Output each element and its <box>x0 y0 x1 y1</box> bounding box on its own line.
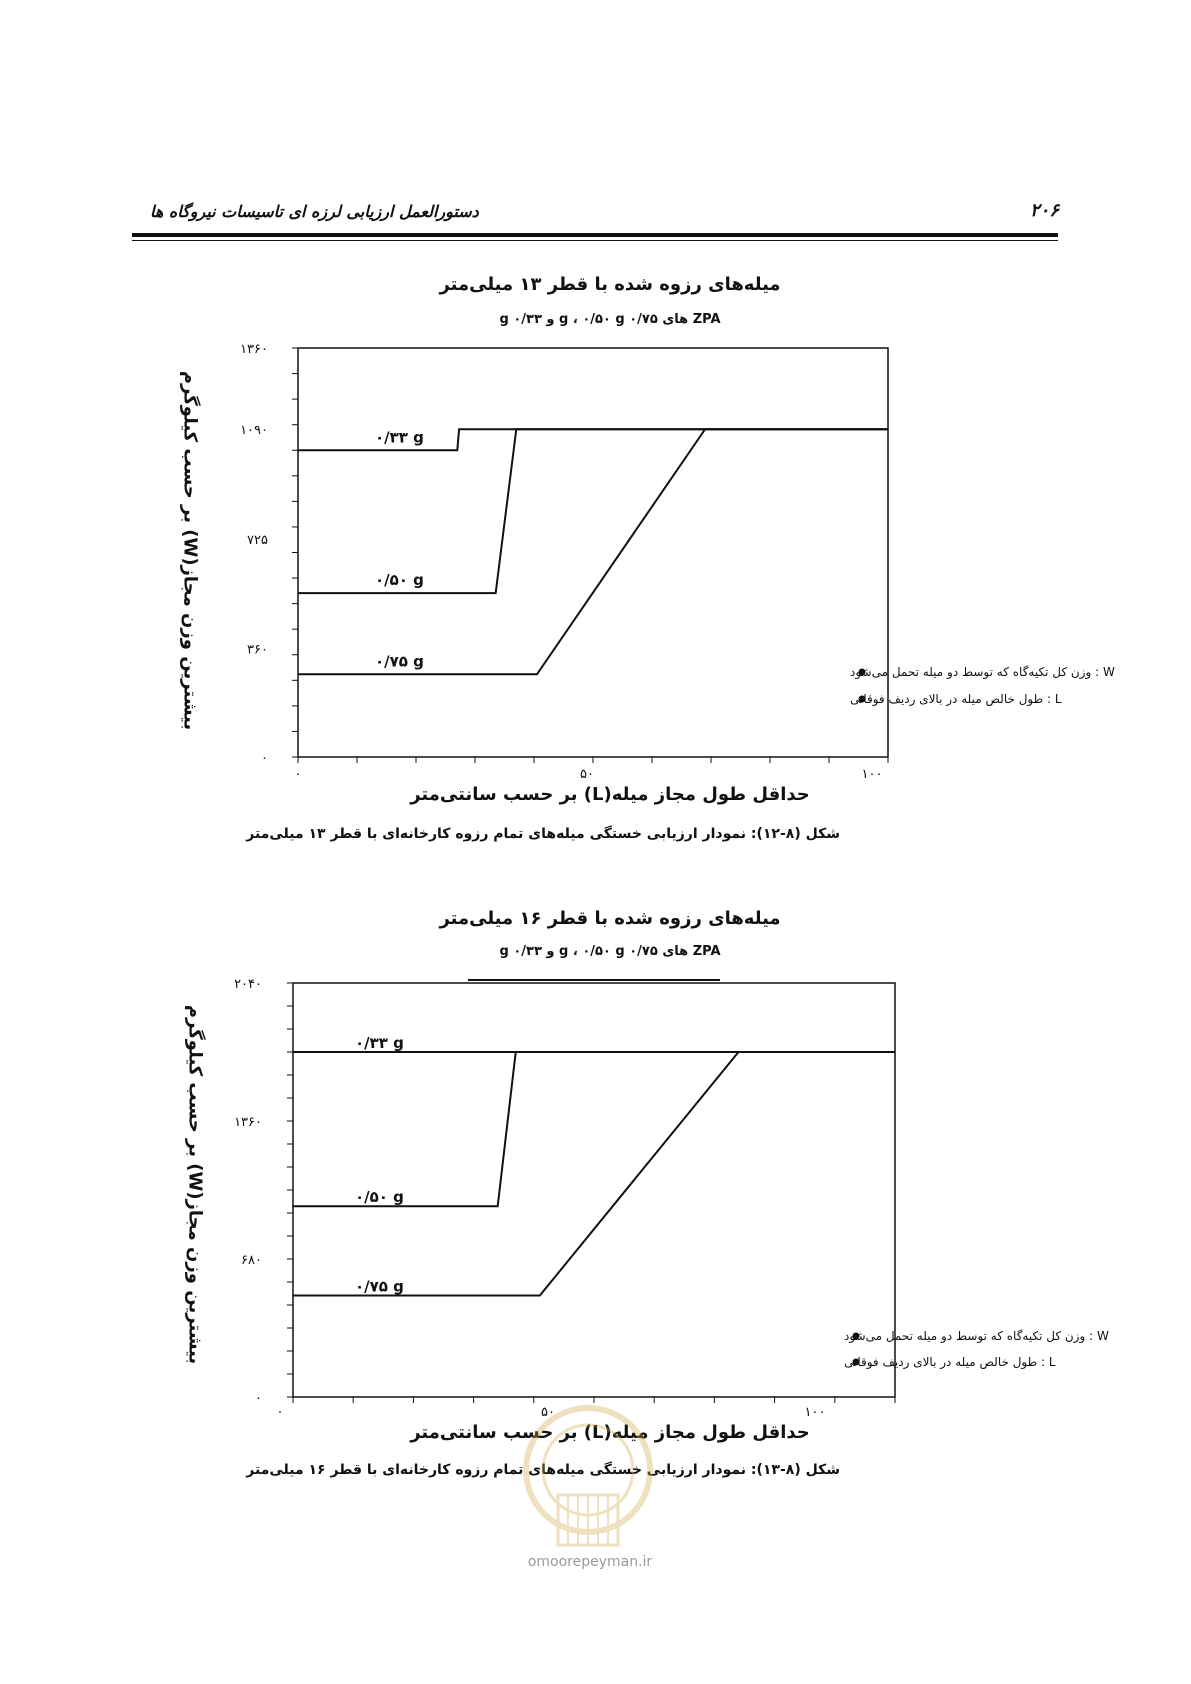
chart2-y-tick-label: ۰ <box>255 1391 262 1406</box>
chart1-subtitle: ZPA های ۰/۷۵ g ، ۰/۵۰ g و ۰/۳۳ g <box>499 312 721 327</box>
chart1-x-tick-label: ۵۰ <box>580 767 594 782</box>
chart2-x-tick-label: ۵۰ <box>541 1405 555 1420</box>
chart2-x-tick-label: ۱۰۰ <box>804 1405 826 1420</box>
chart1-y-tick-label: ۱۰۹۰ <box>240 423 268 439</box>
chart1-legend-text: W : وزن کل تکیه‌گاه که توسط دو میله تحمل می‌شود <box>850 665 1115 679</box>
chart2-caption: شکل (۸-۱۳): نمودار ارزیابی خستگی میله‌های تمام رزوه کارخانه‌ای با قطر ۱۶ میلی‌متر <box>246 1462 840 1478</box>
chart2-y-tick-label: ۶۸۰ <box>241 1253 262 1268</box>
chart2-legend-text: L : طول خالص میله در بالای ردیف فوقانی <box>844 1355 1056 1369</box>
chart2-series-label: ۰/۷۵ g <box>355 1277 404 1296</box>
chart1-legend-text: L : طول خالص میله در بالای ردیف فوقانی <box>850 692 1062 706</box>
chart2-ylabel: بیشترین وزن مجاز(W) بر حسب کیلوگرم <box>184 1004 206 1365</box>
chart1-y-tick-label: ۳۶۰ <box>247 642 268 658</box>
chart2-subtitle: ZPA های ۰/۷۵ g ، ۰/۵۰ g و ۰/۳۳ g <box>499 944 721 959</box>
chart1-y-tick-label: ۷۲۵ <box>247 532 268 548</box>
chart2-legend-text: W : وزن کل تکیه‌گاه که توسط دو میله تحمل می‌شود <box>844 1329 1109 1343</box>
chart1-series-label: ۰/۷۵ g <box>375 652 424 671</box>
watermark-site: omoorepeyman.ir <box>527 1554 653 1570</box>
chart1-y-tick-label: ۰ <box>261 751 268 766</box>
chart2-xlabel: حداقل طول مجاز میله(L) بر حسب سانتی‌متر <box>410 1422 810 1443</box>
watermark-stamp <box>488 1400 688 1560</box>
chart1-y-tick-label: ۱۳۶۰ <box>240 342 268 357</box>
chart2-x-tick-label: ۰ <box>276 1405 284 1420</box>
chart1-series-line <box>298 429 888 674</box>
chart1-x-tick-label: ۰ <box>294 767 302 782</box>
chart1-series-label: ۰/۵۰ g <box>375 571 424 590</box>
page-header-title: دستورالعمل ارزیابی لرزه ای تاسیسات نیروگاه ها <box>150 202 479 221</box>
chart2-series-line <box>293 1052 895 1296</box>
chart2-series-line <box>293 1052 895 1206</box>
chart2-y-tick-label: ۲۰۴۰ <box>234 977 262 992</box>
chart2-series-label: ۰/۵۰ g <box>355 1188 404 1207</box>
chart1-series-label: ۰/۳۳ g <box>375 428 424 447</box>
chart1-series-line <box>298 429 888 593</box>
chart1-xlabel: حداقل طول مجاز میله(L) بر حسب سانتی‌متر <box>410 784 810 805</box>
chart2-y-tick-label: ۱۳۶۰ <box>234 1115 262 1130</box>
chart1-title: میله‌های رزوه شده با قطر ۱۳ میلی‌متر <box>439 274 781 295</box>
chart1-ylabel: بیشترین وزن مجاز(W) بر حسب کیلوگرم <box>179 370 201 731</box>
chart2-series-label: ۰/۳۳ g <box>355 1034 404 1052</box>
chart1-frame <box>298 348 888 757</box>
chart1-x-tick-label: ۱۰۰ <box>861 767 883 782</box>
chart1-caption: شکل (۸-۱۲): نمودار ارزیابی خستگی میله‌های تمام رزوه کارخانه‌ای با قطر ۱۳ میلی‌متر <box>246 826 840 842</box>
page-number: ۲۰۶ <box>1029 200 1059 221</box>
chart2-title: میله‌های رزوه شده با قطر ۱۶ میلی‌متر <box>439 908 781 929</box>
